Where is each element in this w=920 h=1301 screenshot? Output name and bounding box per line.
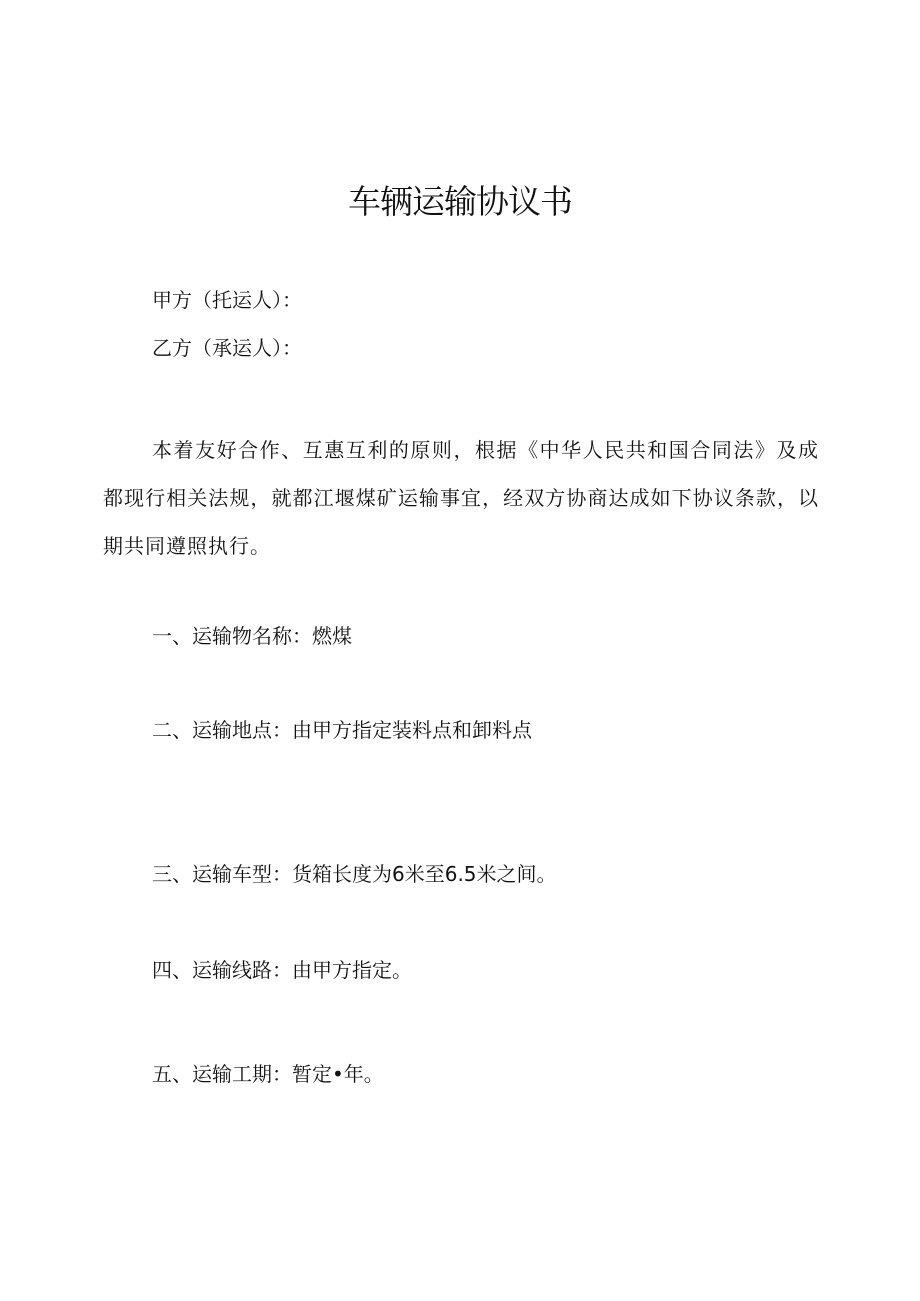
document-title: 车辆运输协议书 xyxy=(348,182,572,221)
clause-3: 三、运输车型：货箱长度为6米至6.5米之间。 xyxy=(152,862,557,886)
party-a-line: 甲方（托运人）： xyxy=(152,288,302,312)
intro-paragraph: 本着友好合作、互惠互利的原则，根据《中华人民共和国合同法》及成都现行相关法规，就都江堰煤矿运输事宜，经双方协商达成如下协议条款，以期共同遵照执行。 xyxy=(103,438,819,558)
clause-1: 一、运输物名称：燃煤 xyxy=(152,624,352,648)
clause-4: 四、运输线路：由甲方指定。 xyxy=(152,958,412,982)
clause-5: 五、运输工期：暂定•年。 xyxy=(152,1062,384,1086)
party-b-line: 乙方（承运人）： xyxy=(152,336,302,360)
clause-2: 二、运输地点：由甲方指定装料点和卸料点 xyxy=(152,718,532,742)
